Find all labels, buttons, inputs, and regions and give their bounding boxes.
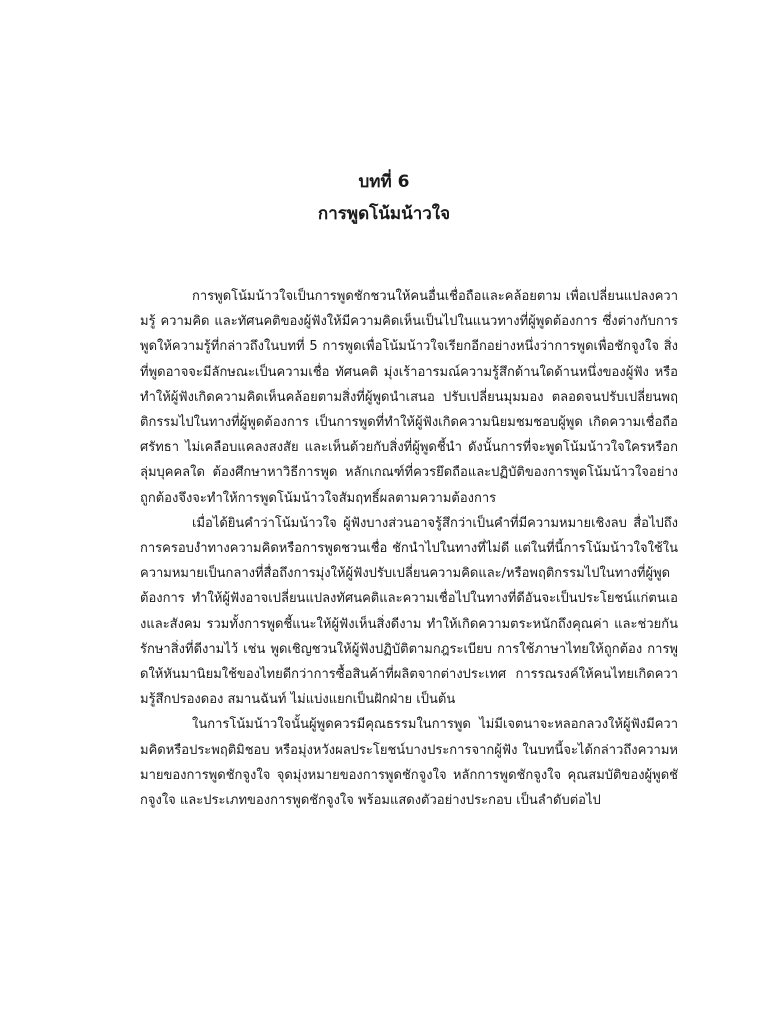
paragraph-speaker-ethics: ในการโน้มน้าวใจนั้นผู้พูดควรมีคุณธรรมในการพูด ไม่มีเจตนาจะหลอกลวงให้ผู้ฟังมีความคิดหรือประพฤติมิชอบ หรือมุ่งหวังผลประโยชน์บางประการจากผู้ฟัง ในบทนี้จะได้กล่าวถึงความหมายของการพูดชักจูงใจ จุดมุ่งหมายของการพูดชักจูงใจ หลักการพูดชักจูงใจ คุณสมบัติของผู้พูดชักจูงใจ และประเภทของการพูดชักจูงใจ พร้อมแสดงตัวอย่างประกอบ เป็นลำดับต่อไป — [140, 717, 678, 809]
chapter-title: การพูดโน้มน้าวใจ — [317, 204, 451, 224]
paragraph-intro: การพูดโน้มน้าวใจเป็นการพูดชักชวนให้คนอื่นเชื่อถือและคล้อยตาม เพื่อเปลี่ยนแปลงความรู้ ความคิด และทัศนคติของผู้ฟังให้มีความคิดเห็นเป็นไปในแนวทางที่ผู้พูดต้องการ ซึ่งต่างกับการพูดให้ความรู้ที่กล่าวถึงในบทที่ 5 การพูดเพื่อโน้มน้าวใจเรียกอีกอย่างหนึ่งว่าการพูดเพื่อชักจูงใจ สิ่งที่พูดอาจจะมีลักษณะเป็นความเชื่อ ทัศนคติ มุ่งเร้าอารมณ์ความรู้สึกด้านใดด้านหนึ่งของผู้ฟัง หรือทำให้ผู้ฟังเกิดความคิดเห็นคล้อยตามสิ่งที่ผู้พูดนำเสนอ ปรับเปลี่ยนมุมมอง ตลอดจนปรับเปลี่ยนพฤติกรรมไปในทางที่ผู้พูดต้องการ เป็นการพูดที่ทำให้ผู้ฟังเกิดความนิยมชมชอบผู้พูด เกิดความเชื่อถือศรัทธา ไม่เคลือบแคลงสงสัย และเห็นด้วยกับสิ่งที่ผู้พูดชี้นำ ดังนั้นการที่จะพูดโน้มน้าวใจใครหรือกลุ่มบุคคลใด ต้องศึกษาหาวิธีการพูด หลักเกณฑ์ที่ควรยึดถือและปฏิบัติของการพูดโน้มน้าวใจอย่างถูกต้องจึงจะทำให้การพูดโน้มน้าวใจสัมฤทธิ์ผลตามความต้องการ — [140, 289, 678, 506]
paragraph-neutral-meaning: เมื่อได้ยินคำว่าโน้มน้าวใจ ผู้ฟังบางส่วนอาจรู้สึกว่าเป็นคำที่มีความหมายเชิงลบ สื่อไปถึงการครอบงำทางความคิดหรือการพูดชวนเชื่อ ชักนำไปในทางที่ไม่ดี แต่ในที่นี้การโน้มน้าวใจใช้ในความหมายเป็นกลางที่สื่อถึงการมุ่งให้ผู้ฟังปรับเปลี่ยนความคิดและ/หรือพฤติกรรมไปในทางที่ผู้พูดต้องการ ทำให้ผู้ฟังอาจเปลี่ยนแปลงทัศนคติและความเชื่อไปในทางที่ดีอันจะเป็นประโยชน์แก่ตนเองและสังคม รวมทั้งการพูดชี้แนะให้ผู้ฟังเห็นสิ่งดีงาม ทำให้เกิดความตระหนักถึงคุณค่า และช่วยกันรักษาสิ่งที่ดีงามไว้ เช่น พูดเชิญชวนให้ผู้ฟังปฏิบัติตามกฎระเบียบ การใช้ภาษาไทยให้ถูกต้อง การพูดให้หันมานิยมใช้ของไทยดีกว่าการซื้อสินค้าที่ผลิตจากต่างประเทศ การรณรงค์ให้คนไทยเกิดความรู้สึกปรองดอง สมานฉันท์ ไม่แบ่งแยกเป็นฝักฝ่าย เป็นต้น — [140, 515, 678, 708]
chapter-number: บทที่ 6 — [358, 172, 410, 192]
body-text — [140, 284, 678, 813]
